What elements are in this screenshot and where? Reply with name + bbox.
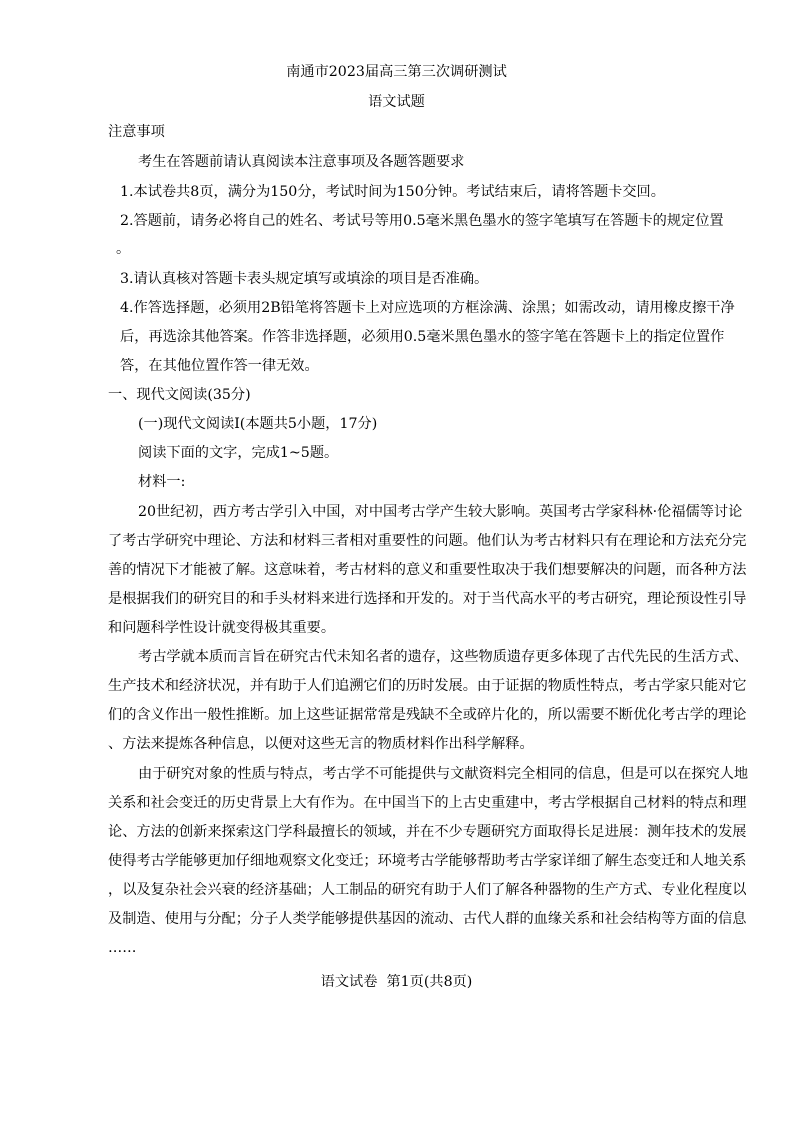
sub-section-heading: (一)现代文阅读Ⅰ(本题共5小题，17分) bbox=[138, 416, 378, 432]
passage-line: 20世纪初，西方考古学引入中国，对中国考古学产生较大影响。英国考古学家科林·伦福儒等讨论 bbox=[138, 504, 743, 520]
page-footer: 语文试卷 第1页(共8页) bbox=[320, 974, 473, 990]
passage-line: 、方法来提炼各种信息，以便对这些无言的物质材料作出科学解释。 bbox=[108, 736, 534, 752]
passage-line: 了考古学研究中理论、方法和材料三者相对重要性的问题。他们认为考古材料只有在理论和方法充分完 bbox=[108, 533, 747, 549]
reading-instruction: 阅读下面的文字，完成1~5题。 bbox=[138, 445, 339, 461]
notice-intro: 考生在答题前请认真阅读本注意事项及各题答题要求 bbox=[138, 154, 465, 170]
passage-line: 是根据我们的研究目的和手头材料来进行选择和开发的。对于当代高水平的考古研究，理论预设性引导 bbox=[108, 591, 747, 607]
notice-item: 3.请认真核对答题卡表头规定填写或填涂的项目是否准确。 bbox=[120, 271, 489, 287]
passage-line: ，以及复杂社会兴衰的经济基础；人工制品的研究有助于人们了解各种器物的生产方式、专业化程度以 bbox=[108, 882, 747, 898]
passage-line: 考古学就本质而言旨在研究古代未知名者的遗存，这些物质遗存更多体现了古代先民的生活方式、 bbox=[138, 649, 749, 665]
passage-line: …… bbox=[108, 940, 137, 956]
passage-line: 们的含义作出一般性推断。加上这些证据常常是残缺不全或碎片化的，所以需要不断优化考古学的理论 bbox=[108, 707, 747, 723]
passage-line: 论、方法的创新来探索这门学科最擅长的领域，并在不少专题研究方面取得长足进展：测年技术的发展 bbox=[108, 824, 747, 840]
material-label: 材料一: bbox=[138, 474, 186, 490]
passage-line: 及制造、使用与分配；分子人类学能够提供基因的流动、古代人群的血缘关系和社会结构等方面的信息 bbox=[108, 911, 747, 927]
passage-line: 善的情况下才能被了解。这意味着，考古材料的意义和重要性取决于我们想要解决的问题，而各种方法 bbox=[108, 562, 747, 578]
page-title: 南通市2023届高三第三次调研测试 bbox=[286, 64, 507, 80]
passage-line: 生产技术和经济状况，并有助于人们追溯它们的历时发展。由于证据的物质性特点，考古学家只能对它 bbox=[108, 678, 747, 694]
notice-item: 。 bbox=[116, 241, 131, 257]
notice-item: 2.答题前，请务必将自己的姓名、考试号等用0.5毫米黑色墨水的签字笔填写在答题卡的规定位置 bbox=[120, 213, 724, 229]
notice-item: 答，在其他位置作答一律无效。 bbox=[120, 358, 319, 374]
passage-line: 由于研究对象的性质与特点，考古学不可能提供与文献资料完全相同的信息，但是可以在探究人地 bbox=[138, 766, 749, 782]
section-heading: 一、现代文阅读(35分) bbox=[108, 387, 251, 403]
subject-title: 语文试题 bbox=[368, 94, 425, 110]
passage-line: 和问题科学性设计就变得极其重要。 bbox=[108, 620, 336, 636]
notice-item: 1.本试卷共8页，满分为150分，考试时间为150分钟。考试结束后，请将答题卡交回。 bbox=[120, 184, 665, 200]
notice-item: 后，再选涂其他答案。作答非选择题，必须用0.5毫米黑色墨水的签字笔在答题卡上的指定位置作 bbox=[120, 329, 725, 345]
passage-line: 使得考古学能够更加仔细地观察文化变迁；环境考古学能够帮助考古学家详细了解生态变迁和人地关系 bbox=[108, 853, 747, 869]
notice-heading: 注意事项 bbox=[108, 124, 165, 140]
notice-item: 4.作答选择题，必须用2B铅笔将答题卡上对应选项的方框涂满、涂黑；如需改动，请用橡皮擦干净 bbox=[120, 300, 735, 316]
passage-line: 关系和社会变迁的历史背景上大有作为。在中国当下的上古史重建中，考古学根据自己材料的特点和理 bbox=[108, 795, 747, 811]
